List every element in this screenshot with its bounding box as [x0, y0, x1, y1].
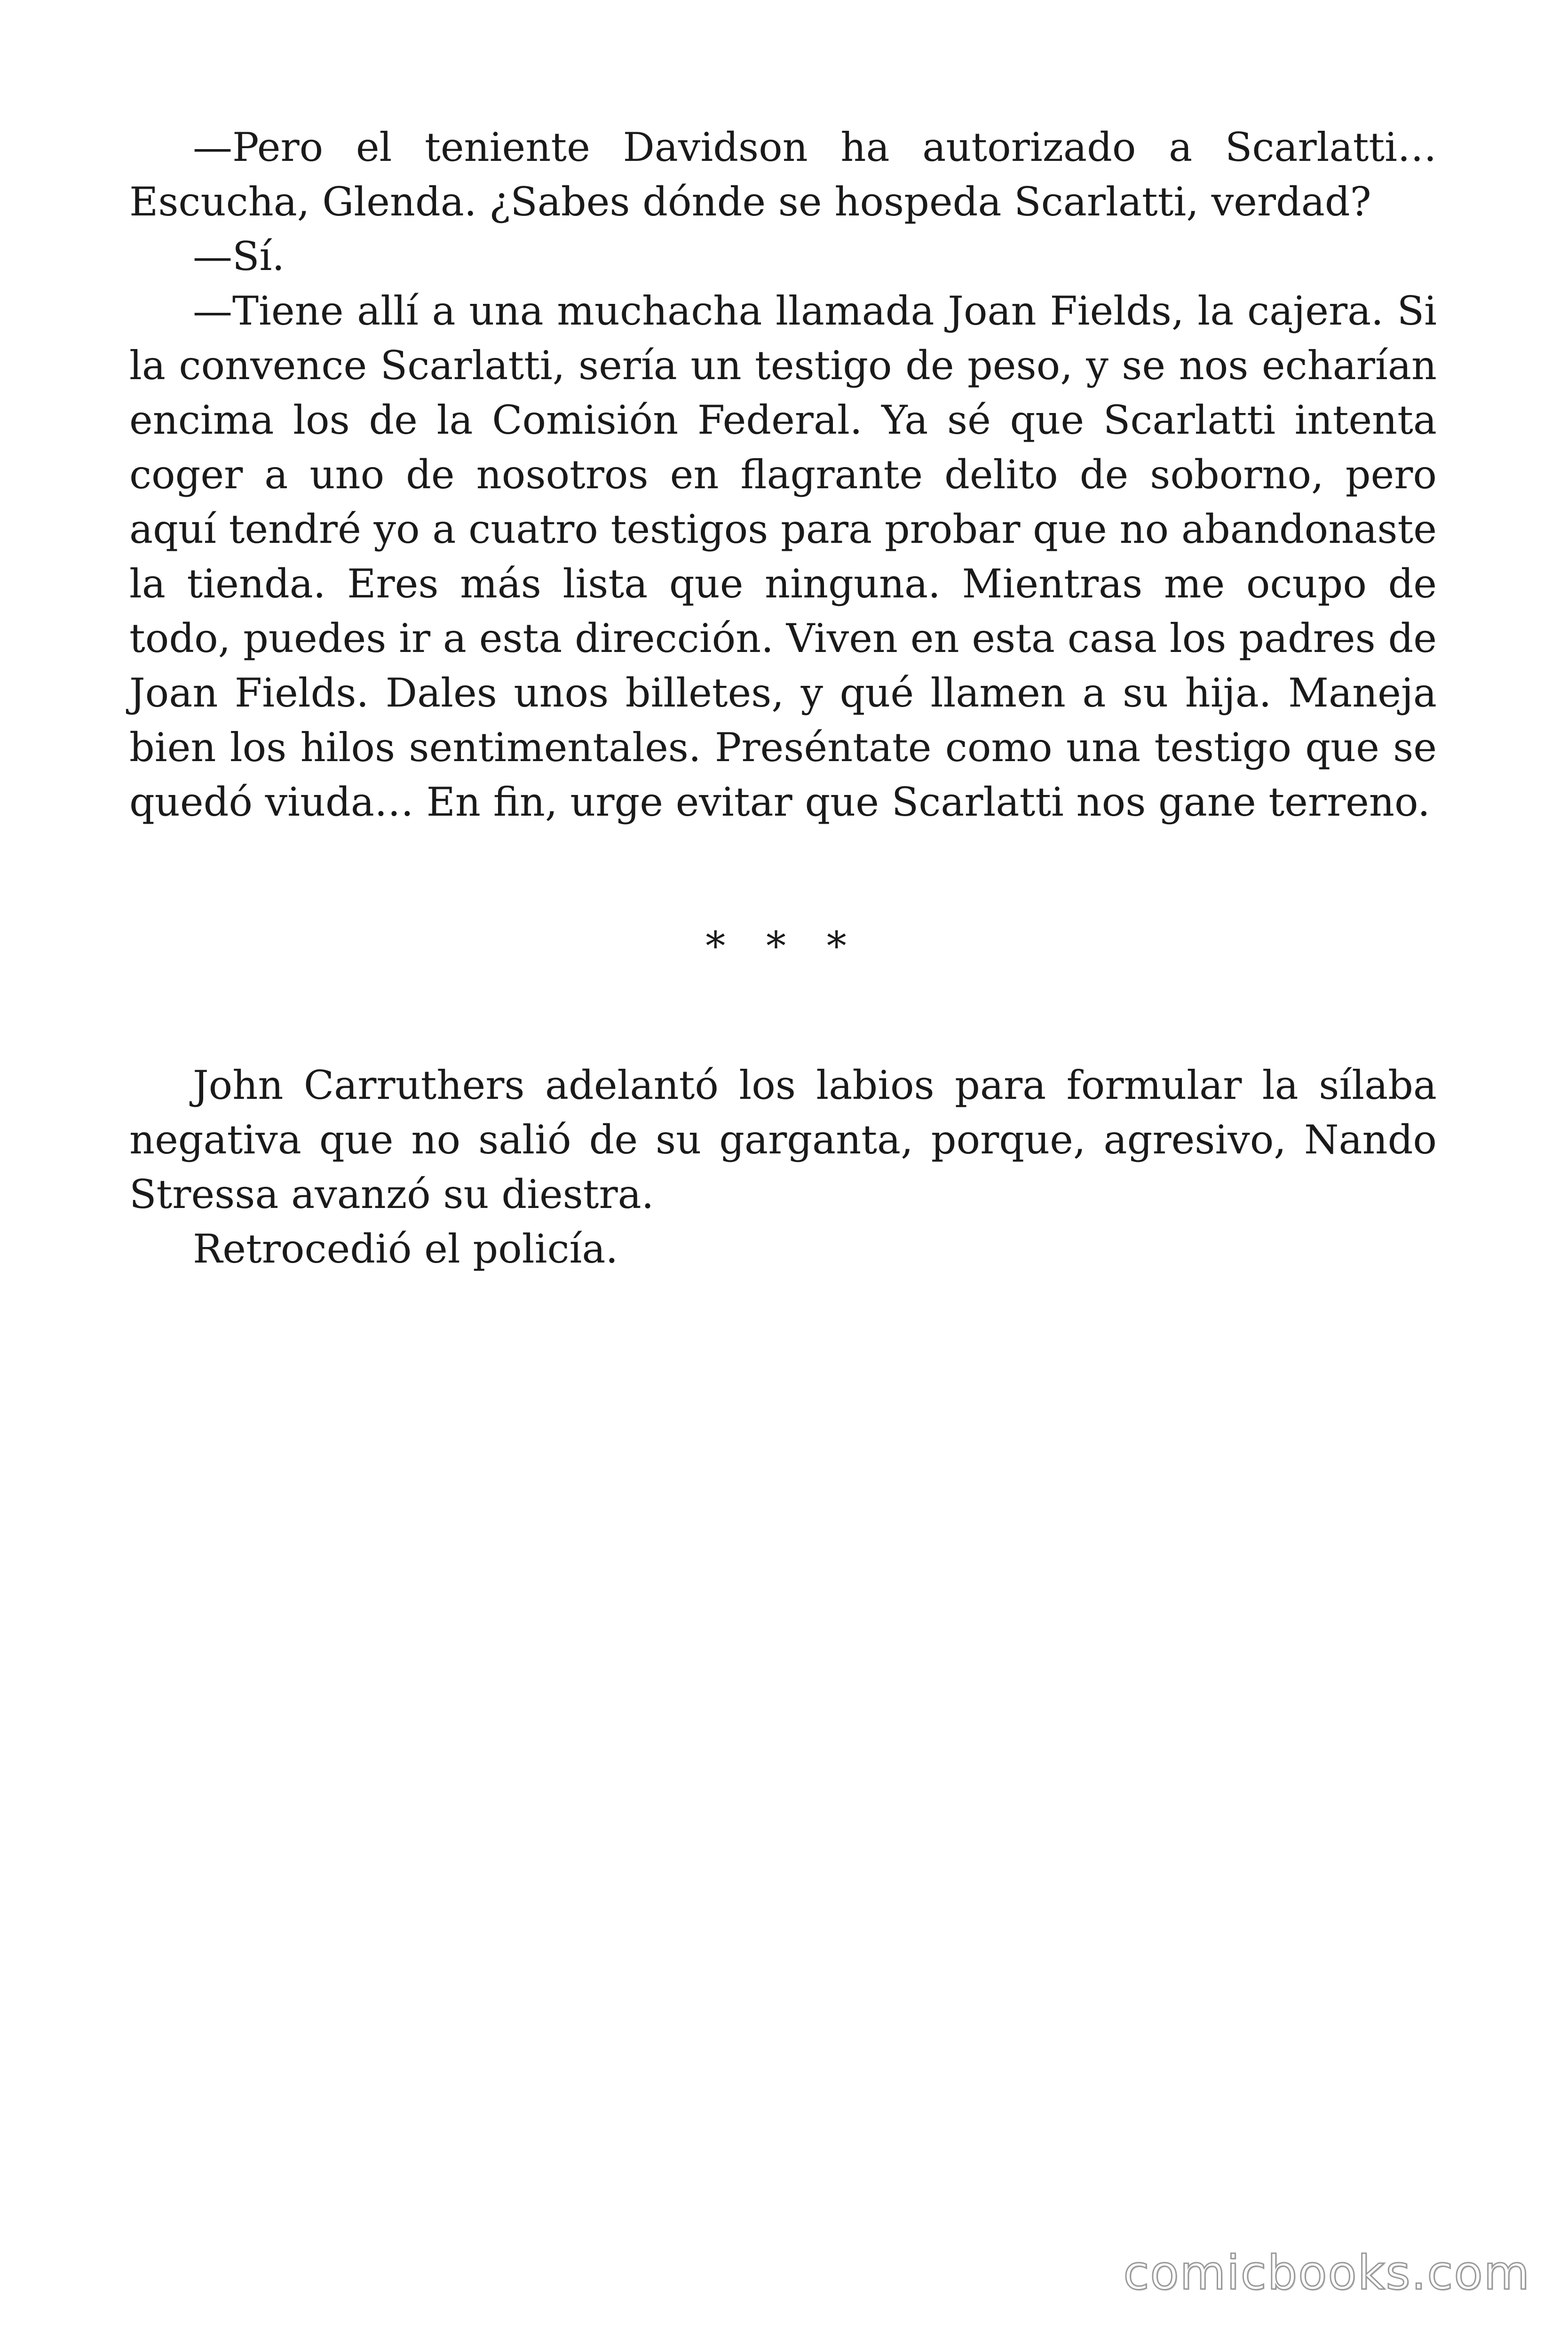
paragraph-1: —Pero el teniente Davidson ha autorizado a Scarlatti… Escucha, Glenda. ¿Sabes dónde se hospeda Scarlatti, verdad? — [129, 124, 1437, 225]
paragraph-3: —Tiene allí a una muchacha llamada Joan Fields, la cajera. Si la convence Scarlatti, sería un testigo de peso, y se nos echarían encima los de la Comisión Federal. Ya sé que Scarlatti intenta coger a uno de nosotros en flagrante delito de soborno, pero aquí tendré yo a cuatro testigos para probar que no abandonaste la tienda. Eres más lista que ninguna. Mientras me ocupo de todo, puedes ir a esta dirección. Viven en esta casa los padres de Joan Fields. Dales unos billetes, y qué llamen a su hija. Maneja bien los hilos sentimentales. Preséntate como una testigo que se quedó viuda… En fin, urge evitar que Scarlatti nos gane terreno. — [129, 288, 1437, 825]
page-body — [129, 120, 1437, 1276]
paragraph-5: Retrocedió el policía. — [193, 1226, 618, 1272]
paragraph-2: —Sí. — [193, 233, 285, 279]
watermark: comicbooks.com — [1123, 2245, 1530, 2300]
section-break: * * * — [705, 923, 861, 969]
paragraph-4: John Carruthers adelantó los labios para formular la sílaba negativa que no salió de su garganta, porque, agresivo, Nando Stressa avanzó su diestra. — [129, 1062, 1437, 1217]
